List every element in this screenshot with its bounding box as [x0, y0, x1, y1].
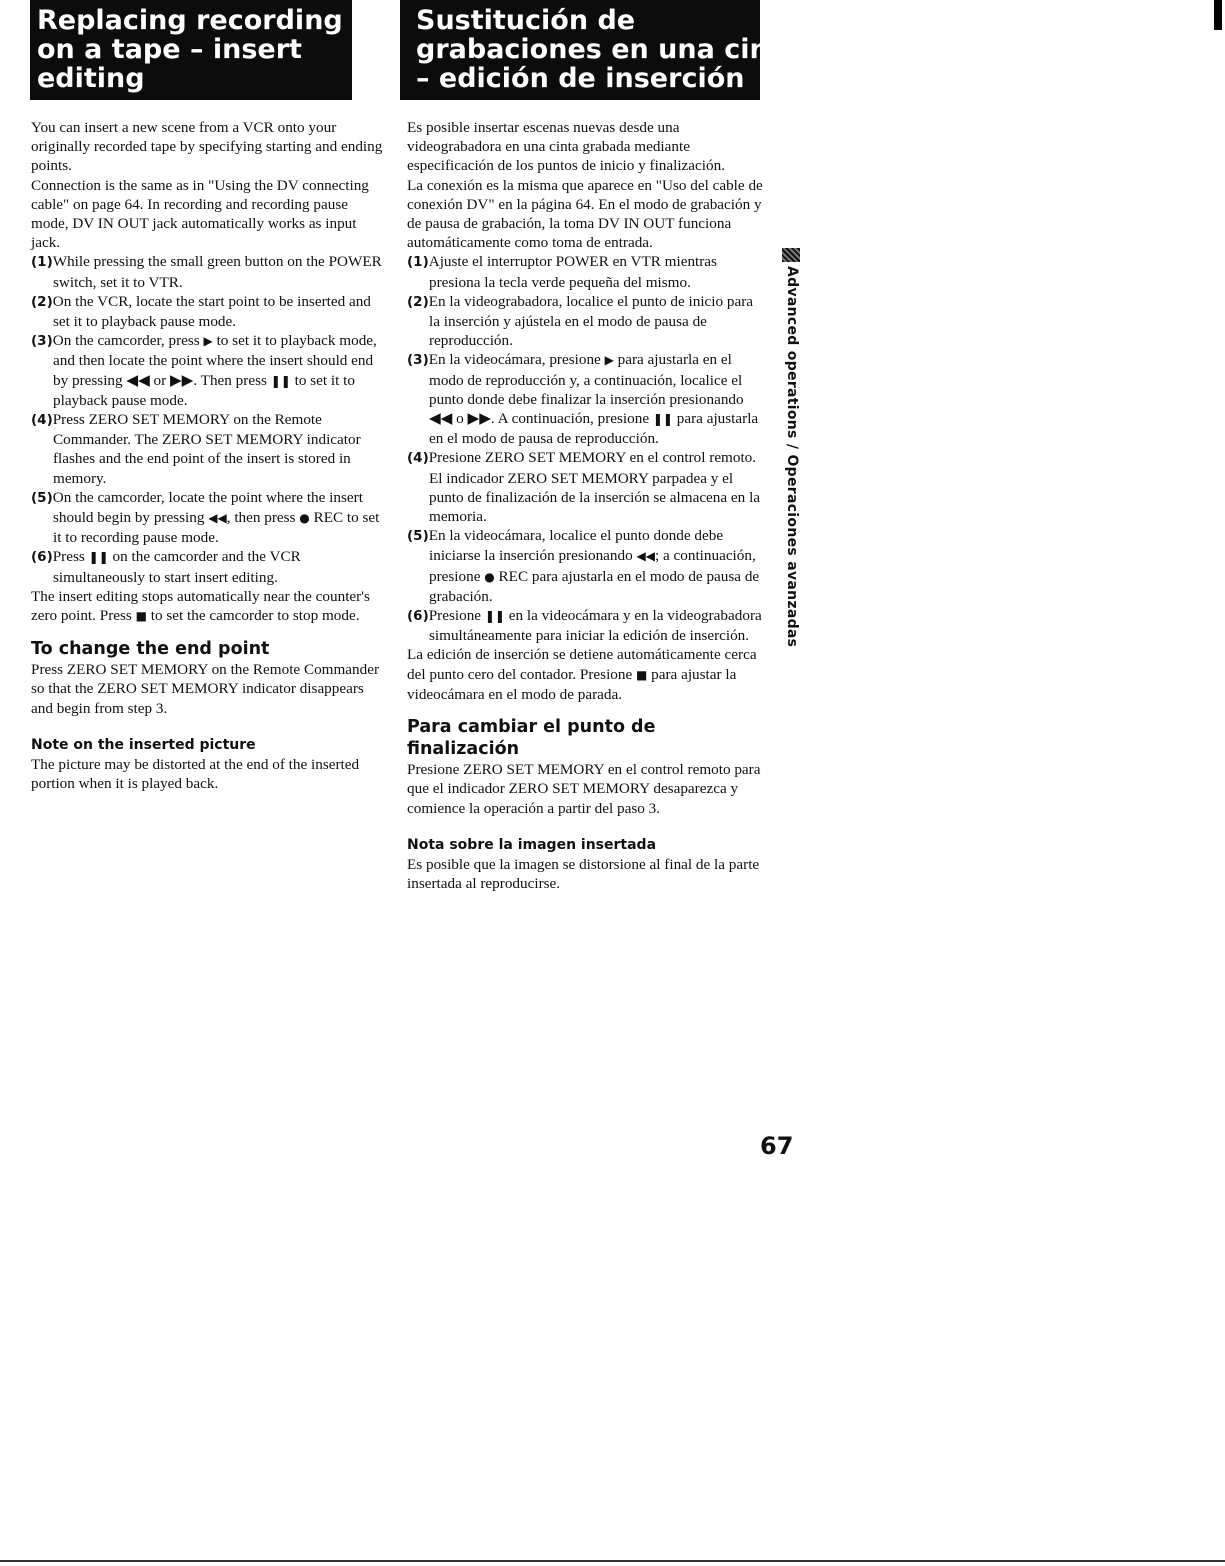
step-text: En la videocámara, presione: [428, 351, 605, 369]
step-6: [407, 606, 767, 645]
title-es-line-1: Sustitución de: [416, 5, 636, 36]
section-side-label: Advanced operations / Operaciones avanzadas: [784, 266, 800, 648]
step-text: Presione: [428, 607, 485, 625]
spanish-column: [407, 118, 767, 893]
step-text: to set it to playback pause mode.: [53, 371, 355, 409]
note-text: The picture may be distorted at the end of the inserted portion when it is played back.: [31, 755, 360, 793]
step-6: [31, 547, 386, 586]
step-3: [31, 331, 386, 410]
step-1: [407, 252, 767, 291]
step-text: Press ZERO SET MEMORY on the Remote Commander. The ZERO SET MEMORY indicator flashes and the end point of the insert is stored in memory.: [52, 411, 361, 487]
step-2: [407, 292, 767, 351]
rewind-icon: ◀◀: [636, 549, 655, 564]
record-icon: ●: [299, 511, 310, 526]
title-spanish: [400, 0, 800, 100]
pause-icon: ❚❚: [652, 412, 673, 427]
step-text: , then press: [226, 509, 300, 527]
step-text: en la videocámara y en la videograbadora simultáneamente para iniciar la edición de inserción.: [429, 607, 762, 645]
step-number: (2): [31, 293, 53, 310]
edge-mark: [1214, 0, 1222, 30]
step-5: [407, 526, 767, 606]
change-end-point-text: Presione ZERO SET MEMORY en el control remoto para que el indicador ZERO SET MEMORY desaparezca y comience la operación a partir del paso 3.: [407, 761, 761, 817]
play-icon: ▶: [604, 353, 614, 368]
step-5: [31, 488, 386, 548]
step-number: (2): [407, 293, 429, 310]
stop-icon: ■: [135, 609, 147, 624]
step-text: to set it to playback mode, and then locate the point where the insert should end by pressing ◀◀ or ▶▶. Then press: [53, 332, 377, 389]
step-number: (3): [407, 352, 429, 369]
step-2: [31, 292, 386, 331]
pause-icon: ❚❚: [88, 550, 109, 565]
page-number: 67: [760, 1132, 794, 1160]
step-3: [407, 350, 767, 448]
intro-paragraph: You can insert a new scene from a VCR onto your originally recorded tape by specifying starting and ending points.: [31, 119, 383, 175]
connection-paragraph: Connection is the same as in "Using the DV connecting cable" on page 64. In recording and recording pause mode, DV IN OUT jack automatically works as input jack.: [31, 176, 369, 252]
step-text: On the camcorder, locate the point where the insert should begin by pressing: [52, 488, 363, 527]
step-number: (1): [31, 254, 53, 271]
title-en-line-3: editing: [37, 63, 145, 94]
play-icon: ▶: [203, 334, 213, 349]
pause-icon: ❚❚: [270, 373, 291, 388]
step-text: ; a continuación, presione: [429, 547, 756, 585]
step-text: En la videograbadora, localice el punto de inicio para la inserción y ajústela en el modo de pausa de reproducción.: [428, 292, 754, 350]
section-tab-marker: [782, 248, 800, 262]
step-text: on the camcorder and the VCR simultaneously to start insert editing.: [53, 548, 301, 586]
step-number: (5): [407, 528, 429, 545]
step-number: (1): [407, 254, 429, 271]
step-number: (5): [31, 489, 53, 506]
step-number: (4): [407, 450, 429, 467]
pause-icon: ❚❚: [484, 609, 505, 624]
step-number: (6): [31, 549, 53, 566]
record-icon: ●: [484, 569, 495, 584]
note-heading: Note on the inserted picture: [31, 736, 256, 753]
after-steps-paragraph: The insert editing stops automatically near the counter's zero point. Press ■ to set the camcorder to stop mode.: [31, 587, 370, 625]
stop-icon: ■: [636, 667, 648, 682]
intro-paragraph: Es posible insertar escenas nuevas desde una videograbadora en una cinta grabada mediante especificación de los puntos de inicio y finalización.: [407, 119, 725, 175]
step-text: On the camcorder, press: [52, 332, 204, 350]
title-es-line-3: – edición de inserción: [416, 63, 745, 94]
title-en-line-2: on a tape – insert: [37, 34, 302, 65]
title-en-line-1: Replacing recording: [37, 5, 343, 36]
rewind-icon: ◀◀: [208, 511, 227, 526]
step-text: Presione ZERO SET MEMORY en el control remoto. El indicador ZERO SET MEMORY parpadea y el punto de finalización de la inserción se almacena en la memoria.: [428, 449, 761, 526]
step-text: REC to set it to recording pause mode.: [53, 509, 380, 547]
change-end-point-heading: Para cambiar el punto de finalización: [407, 717, 656, 760]
title-es-line-2: grabaciones en una cinta: [416, 34, 800, 65]
note-text: Es posible que la imagen se distorsione al final de la parte insertada al reproducirse.: [407, 855, 760, 892]
connection-paragraph: La conexión es la misma que aparece en "Uso del cable de conexión DV" en la página 64. En el modo de grabación y de pausa de grabación, la toma DV IN OUT funciona automáticamente como toma de entrada.: [407, 176, 763, 252]
step-number: (6): [407, 608, 429, 625]
change-end-point-heading: To change the end point: [31, 639, 270, 660]
note-heading: Nota sobre la imagen insertada: [407, 836, 657, 853]
english-column: [31, 118, 386, 793]
step-text: Ajuste el interruptor POWER en VTR mientras presiona la tecla verde pequeña del mismo.: [428, 253, 717, 291]
bottom-rule: [0, 1560, 1225, 1562]
step-4: [407, 448, 767, 526]
step-text: para ajustarla en el modo de reproducción y, a continuación, localice el punto donde debe finalizar la inserción presionando ◀◀ o ▶▶. A continuación, presione: [429, 351, 744, 428]
step-number: (4): [31, 412, 53, 429]
step-number: (3): [31, 333, 53, 350]
step-4: [31, 410, 386, 488]
step-text: On the VCR, locate the start point to be inserted and set it to playback pause mode.: [52, 292, 371, 331]
step-text: para ajustarla en el modo de pausa de reproducción.: [429, 410, 759, 448]
after-steps-paragraph: La edición de inserción se detiene automáticamente cerca del punto cero del contador. Presione ■ para ajustar la videocámara en el modo de parada.: [407, 646, 757, 703]
step-text: En la videocámara, localice el punto donde debe iniciarse la inserción presionando: [428, 527, 724, 565]
step-text: REC para ajustarla en el modo de pausa de grabación.: [429, 567, 760, 605]
step-text: Press: [52, 548, 89, 566]
step-text: While pressing the small green button on the POWER switch, set it to VTR.: [52, 253, 382, 291]
step-1: [31, 252, 386, 291]
title-english: [30, 0, 352, 100]
change-end-point-text: Press ZERO SET MEMORY on the Remote Commander so that the ZERO SET MEMORY indicator disappears and begin from step 3.: [31, 661, 380, 717]
